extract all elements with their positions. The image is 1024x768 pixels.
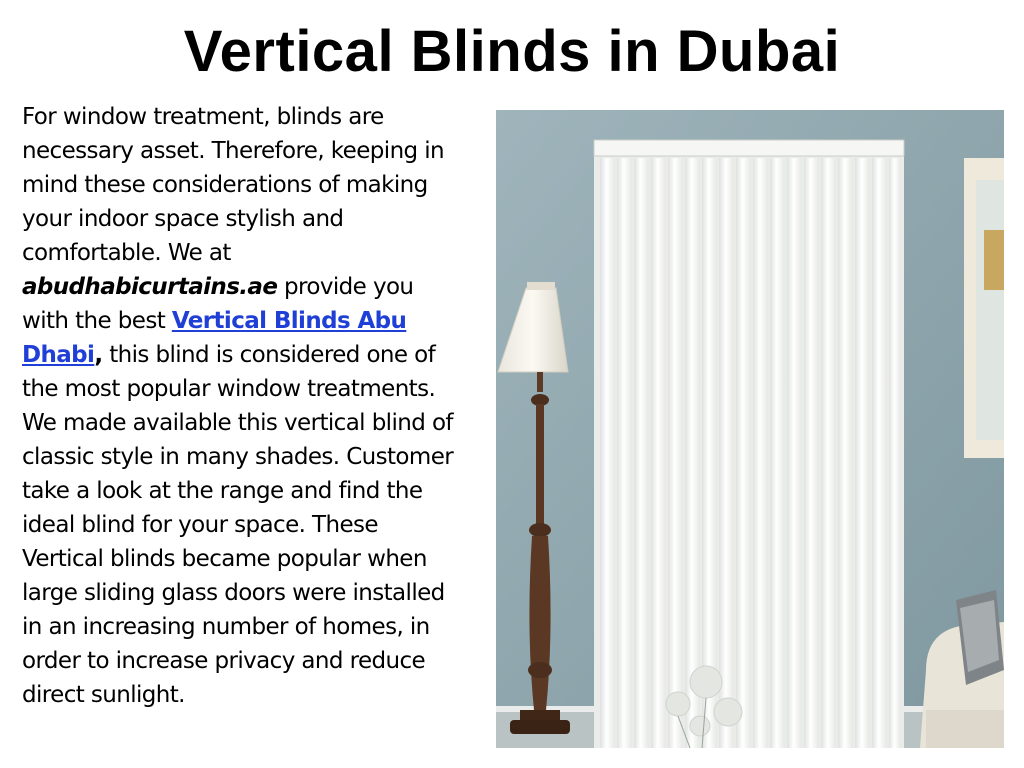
blind-slats <box>600 158 901 748</box>
page-title: Vertical Blinds in Dubai <box>183 19 841 84</box>
head-rail <box>594 140 904 156</box>
vertical-blinds-link[interactable]: Vertical Blinds Abu Dhabi <box>22 308 407 368</box>
paragraph-text-1: For window treatment, blinds are necessary asset. Therefore, keeping in mind these considerations of making your indoor space stylish and comfortable. We at <box>22 104 445 266</box>
brand-name: abudhabicurtains.ae <box>22 274 278 300</box>
vertical-blinds-photo <box>496 110 1004 748</box>
body-paragraph <box>22 100 460 712</box>
picture-frame <box>964 158 1004 458</box>
link-comma: , <box>94 342 103 368</box>
paragraph-text-2: provide you with the best <box>22 274 414 334</box>
paragraph-text-3: this blind is considered one of the most popular window treatments. We made available this vertical blind of classic style in many shades. Customer take a look at the range and find the ideal blind for your space. These Vertical blinds became popular when large sliding glass doors were installed in an increasing number of homes, in order to increase privacy and reduce direct sunlight. <box>22 342 454 708</box>
